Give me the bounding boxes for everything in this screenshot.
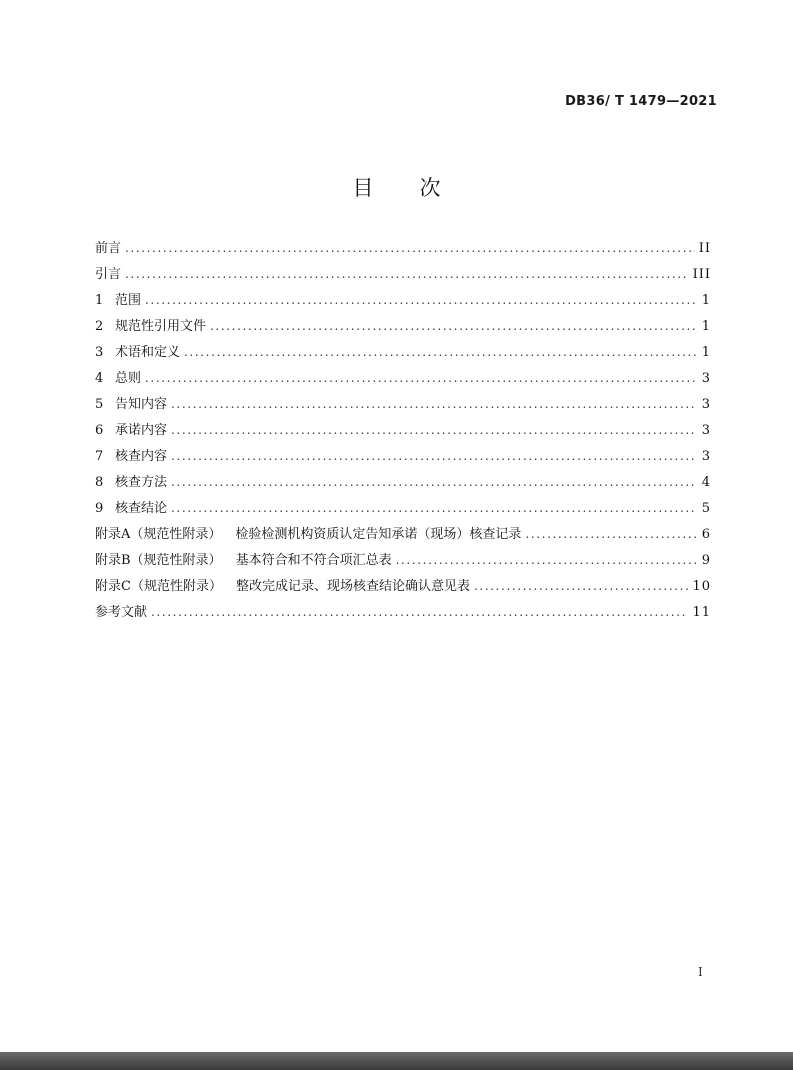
toc-entry-page: 10 xyxy=(692,579,711,594)
toc-entry-label xyxy=(95,262,121,288)
toc-entry[interactable] xyxy=(95,521,711,547)
toc-entry-page: 1 xyxy=(701,345,711,360)
document-code: DB36/ T 1479—2021 xyxy=(565,94,717,109)
toc-entry-label xyxy=(95,496,167,522)
toc-entry-title: 核查内容 xyxy=(115,449,168,464)
viewer-bottom-bar xyxy=(0,1052,793,1070)
toc-entry-number: 1 xyxy=(95,293,104,308)
toc-entry[interactable] xyxy=(95,599,711,625)
toc-entry-page: III xyxy=(692,267,711,282)
toc-entry[interactable] xyxy=(95,495,711,521)
toc-entry-annex: 附录B（规范性附录） xyxy=(95,553,222,568)
toc-entry-page: 3 xyxy=(701,449,711,464)
toc-entry[interactable] xyxy=(95,261,711,287)
toc-entry-number: 8 xyxy=(95,475,104,490)
toc-leader-dots xyxy=(125,235,695,261)
toc-entry[interactable] xyxy=(95,365,711,391)
toc-entry[interactable] xyxy=(95,417,711,443)
toc-leader-dots xyxy=(171,417,697,443)
table-of-contents xyxy=(95,235,711,625)
toc-entry-title: 总则 xyxy=(115,371,142,386)
toc-entry-annex: 附录A（规范性附录） xyxy=(95,527,222,542)
toc-entry-page: 9 xyxy=(701,553,711,568)
toc-leader-dots xyxy=(171,391,697,417)
toc-leader-dots xyxy=(210,313,697,339)
toc-leader-dots xyxy=(396,547,697,573)
toc-entry-label xyxy=(95,392,167,418)
toc-entry-page: 6 xyxy=(701,527,711,542)
toc-leader-dots xyxy=(125,261,689,287)
toc-entry-page: 11 xyxy=(692,605,711,620)
toc-entry[interactable] xyxy=(95,235,711,261)
toc-leader-dots xyxy=(171,443,697,469)
toc-entry-label xyxy=(95,522,521,548)
toc-entry-title: 范围 xyxy=(115,293,142,308)
toc-entry-number: 7 xyxy=(95,449,104,464)
toc-entry-label xyxy=(95,236,121,262)
toc-entry[interactable] xyxy=(95,313,711,339)
toc-entry-title: 核查结论 xyxy=(115,501,168,516)
toc-entry-annex: 附录C（规范性附录） xyxy=(95,579,222,594)
toc-entry-page: 5 xyxy=(701,501,711,516)
toc-entry-title: 参考文献 xyxy=(95,605,148,620)
toc-entry-number: 5 xyxy=(95,397,104,412)
toc-entry-title: 基本符合和不符合项汇总表 xyxy=(235,553,392,568)
toc-entry-label xyxy=(95,470,167,496)
toc-leader-dots xyxy=(171,469,697,495)
toc-entry-label xyxy=(95,314,206,340)
toc-entry-label xyxy=(95,444,167,470)
toc-entry-title: 核查方法 xyxy=(115,475,168,490)
toc-entry-page: 3 xyxy=(701,423,711,438)
toc-entry[interactable] xyxy=(95,469,711,495)
toc-entry-page: 3 xyxy=(701,371,711,386)
toc-entry-label xyxy=(95,600,147,626)
toc-entry-title: 检验检测机构资质认定告知承诺（现场）核查记录 xyxy=(235,527,522,542)
toc-leader-dots xyxy=(184,339,697,365)
toc-entry-page: 1 xyxy=(701,293,711,308)
toc-entry-title: 整改完成记录、现场核查结论确认意见表 xyxy=(235,579,470,594)
toc-entry[interactable] xyxy=(95,443,711,469)
page-number: I xyxy=(698,965,703,979)
toc-entry-title: 告知内容 xyxy=(115,397,168,412)
toc-leader-dots xyxy=(525,521,697,547)
page-title: 目次 xyxy=(352,176,487,200)
toc-entry-page: 3 xyxy=(701,397,711,412)
toc-entry[interactable] xyxy=(95,391,711,417)
toc-entry[interactable] xyxy=(95,339,711,365)
toc-entry-title: 承诺内容 xyxy=(115,423,168,438)
toc-entry-number: 9 xyxy=(95,501,104,516)
toc-entry-page: 1 xyxy=(701,319,711,334)
toc-entry-label xyxy=(95,548,392,574)
toc-entry-label xyxy=(95,418,167,444)
toc-entry-number: 4 xyxy=(95,371,104,386)
toc-leader-dots xyxy=(151,599,688,625)
toc-leader-dots xyxy=(474,573,688,599)
toc-leader-dots xyxy=(145,287,697,313)
toc-entry-title: 术语和定义 xyxy=(115,345,181,360)
toc-entry-page: II xyxy=(698,241,711,256)
toc-entry-number: 2 xyxy=(95,319,104,334)
toc-entry[interactable] xyxy=(95,287,711,313)
toc-entry-label xyxy=(95,340,180,366)
toc-entry[interactable] xyxy=(95,573,711,599)
toc-entry-page: 4 xyxy=(701,475,711,490)
toc-entry-number: 6 xyxy=(95,423,104,438)
toc-entry-label xyxy=(95,574,470,600)
toc-leader-dots xyxy=(171,495,697,521)
toc-entry-label xyxy=(95,288,141,314)
toc-leader-dots xyxy=(145,365,697,391)
toc-entry-title: 引言 xyxy=(95,267,122,282)
toc-entry-label xyxy=(95,366,141,392)
toc-entry-title: 前言 xyxy=(95,241,122,256)
toc-entry-number: 3 xyxy=(95,345,104,360)
toc-entry-title: 规范性引用文件 xyxy=(115,319,207,334)
toc-entry[interactable] xyxy=(95,547,711,573)
